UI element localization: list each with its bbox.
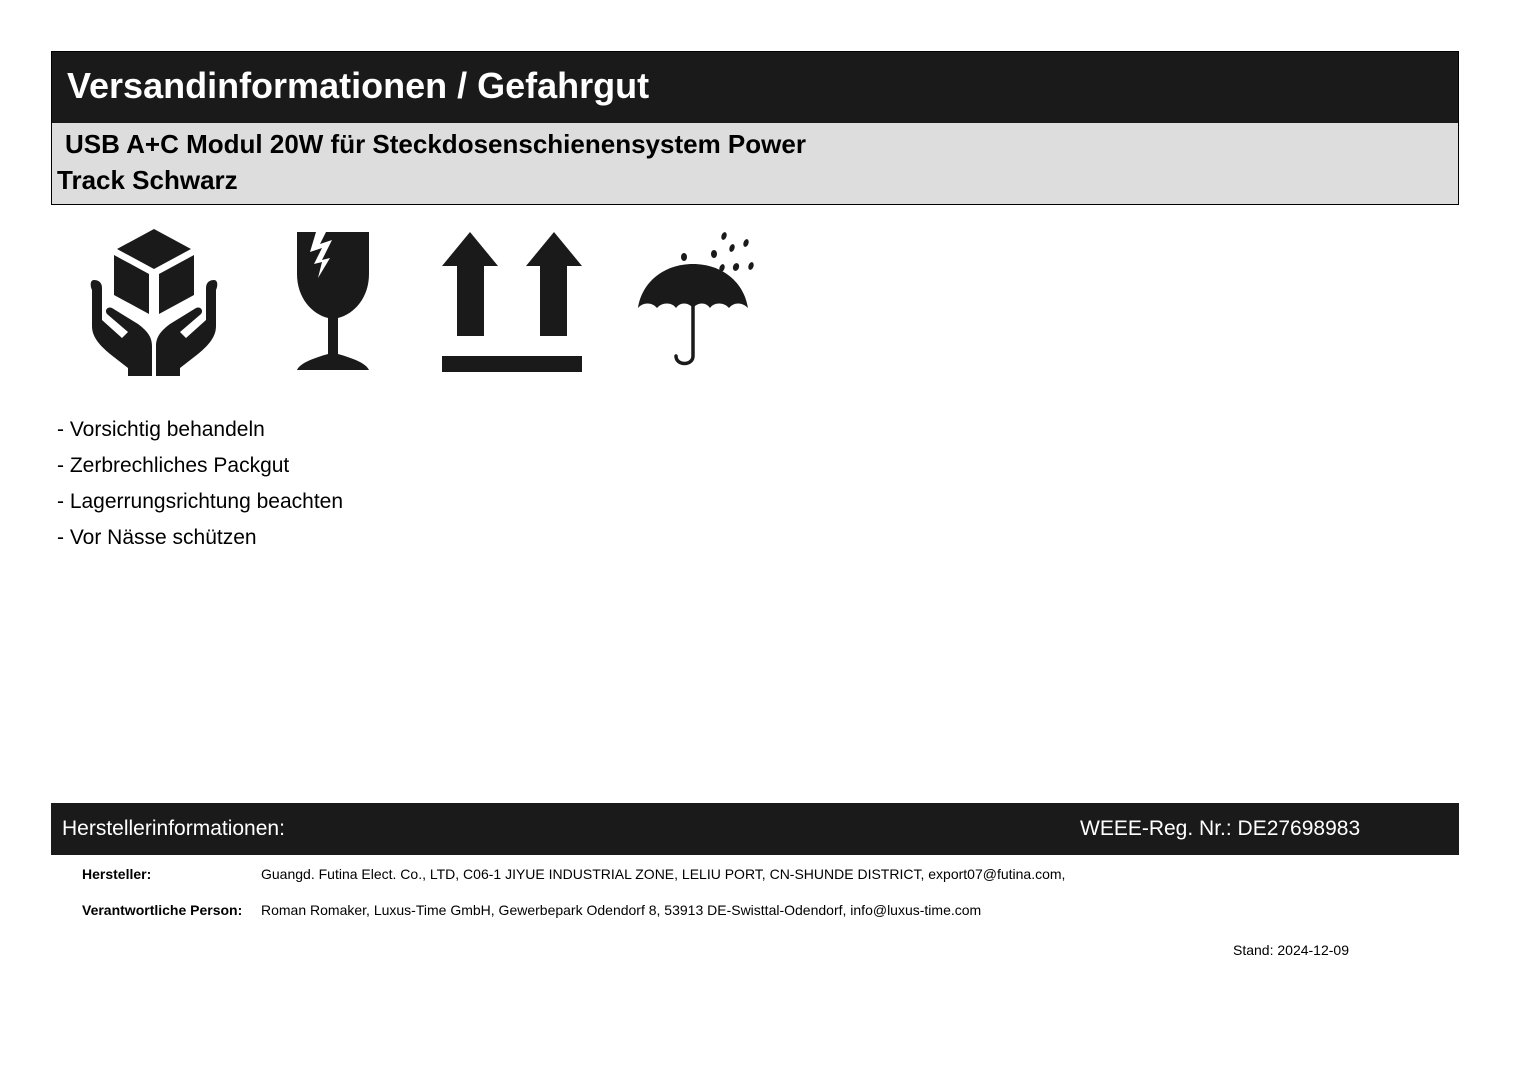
manufacturer-info-bar — [51, 803, 1459, 855]
handling-instructions-list — [57, 412, 343, 556]
this-way-up-icon — [441, 232, 583, 374]
manufacturer-info-title: Herstellerinformationen: — [62, 817, 285, 840]
instruction-item: - Vor Nässe schützen — [57, 526, 257, 549]
instruction-item: - Vorsichtig behandeln — [57, 418, 265, 441]
responsible-person-value: Roman Romaker, Luxus-Time GmbH, Gewerbepark Odendorf 8, 53913 DE-Swisttal-Odendorf, info@luxus-time.com — [261, 902, 982, 918]
product-title-box — [51, 123, 1459, 205]
page-title: Versandinformationen / Gefahrgut — [67, 65, 650, 106]
product-title-line-1: USB A+C Modul 20W für Steckdosenschienensystem Power — [65, 129, 806, 159]
instruction-item: - Lagerrungsrichtung beachten — [57, 490, 344, 513]
fragile-glass-icon — [294, 230, 372, 374]
manufacturer-label: Hersteller: — [82, 866, 152, 882]
responsible-person-label: Verantwortliche Person: — [82, 902, 243, 918]
handle-with-care-icon — [90, 228, 218, 376]
product-title-line-2: Track Schwarz — [57, 165, 238, 195]
manufacturer-value: Guangd. Futina Elect. Co., LTD, C06-1 JIYUE INDUSTRIAL ZONE, LELIU PORT, CN-SHUNDE DISTRICT, export07@futina.com, — [261, 866, 1066, 882]
instruction-item: - Zerbrechliches Packgut — [57, 454, 290, 477]
weee-registration-number: WEEE-Reg. Nr.: DE27698983 — [1080, 817, 1361, 840]
header-bar — [51, 51, 1459, 124]
keep-dry-umbrella-icon — [636, 230, 758, 372]
document-date: Stand: 2024-12-09 — [1233, 942, 1349, 958]
